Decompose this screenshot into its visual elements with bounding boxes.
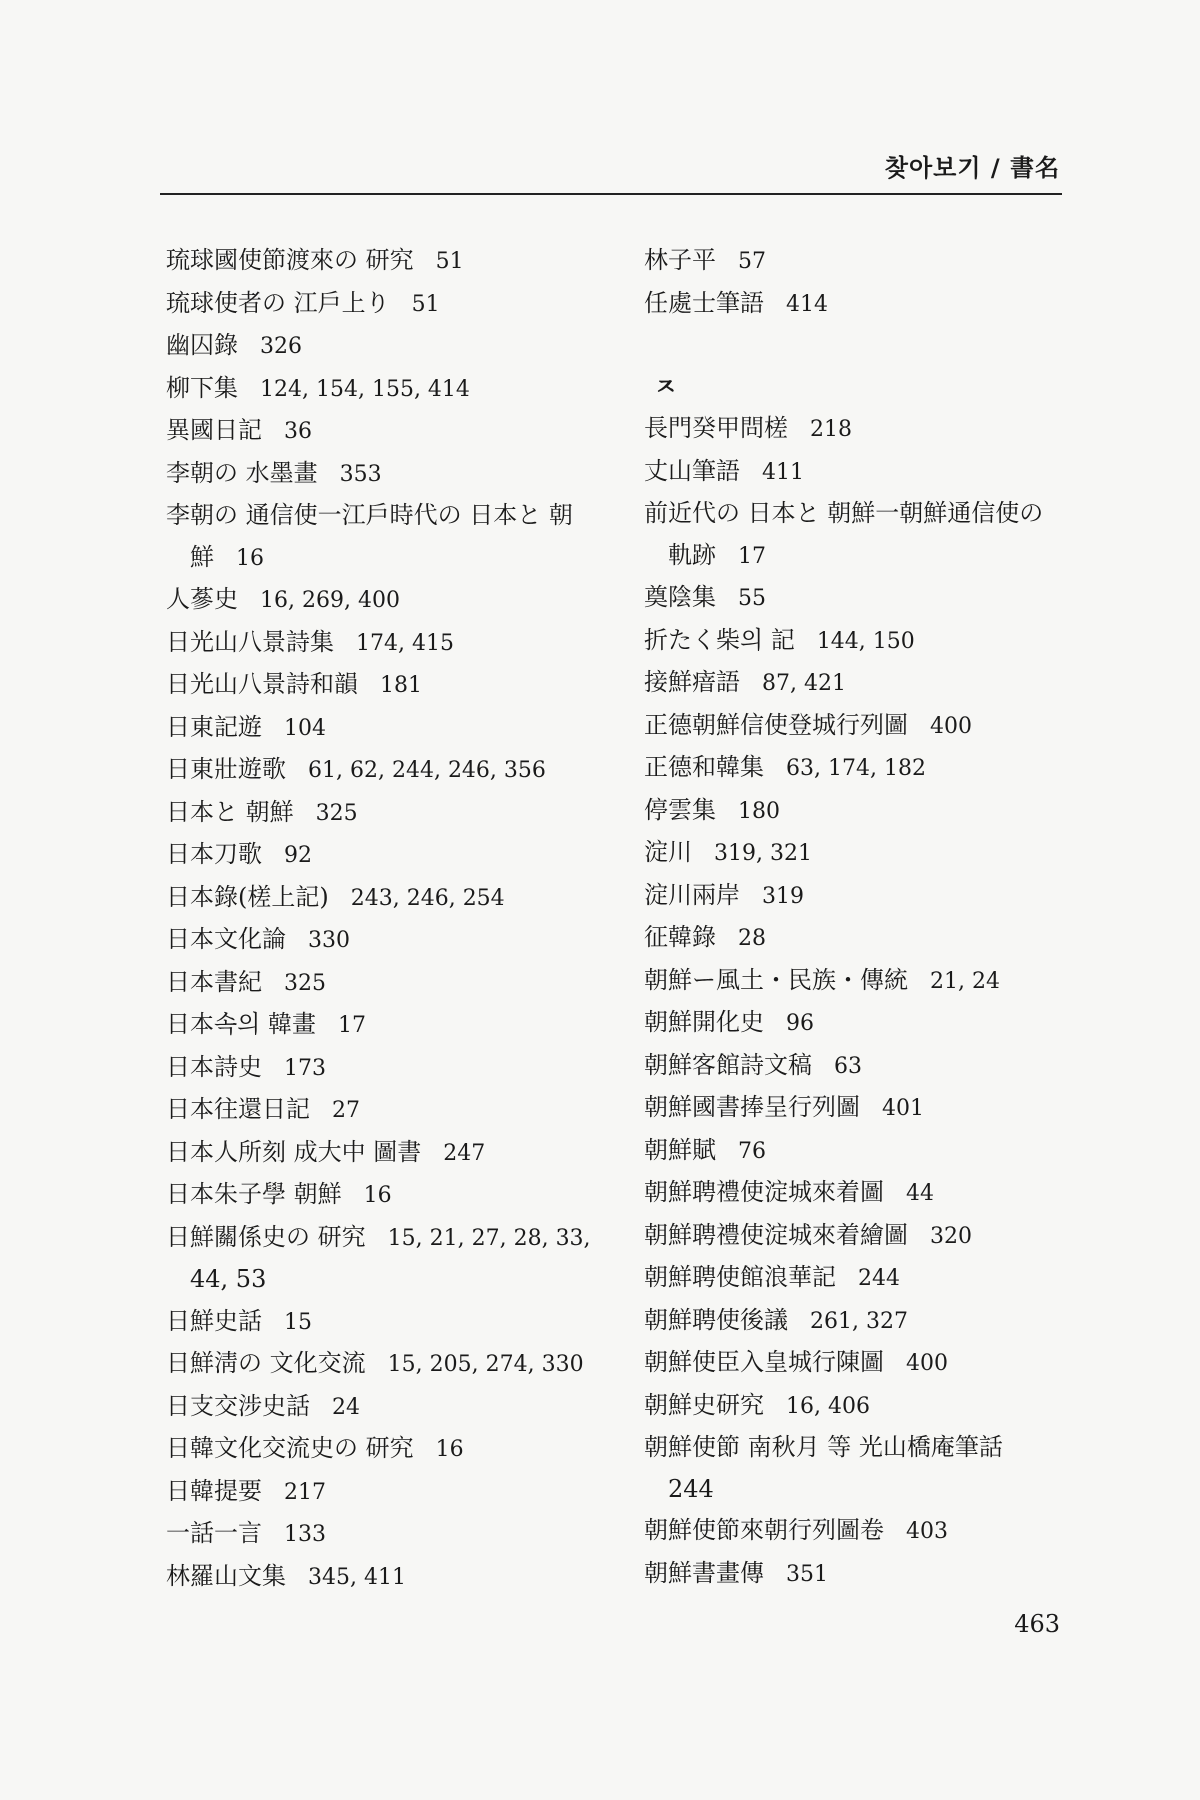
index-entry [644,408,1094,451]
entry-title: 日鮮淸の 文化交流 [166,1349,366,1377]
entry-pages: 400 [930,713,972,739]
entry-title: 林子平 [644,246,716,274]
entry-title: 軌跡 [668,540,716,569]
entry-pages: 243, 246, 254 [350,885,505,911]
entry-pages: 217 [284,1479,326,1505]
index-entry [166,495,626,537]
entry-pages: 124, 154, 155, 414 [260,376,470,402]
index-entry-continuation [166,1259,626,1301]
index-entry [166,1217,626,1260]
header-rule [160,193,1062,195]
entry-title: 正德和韓集 [644,753,764,781]
index-entry [166,1556,626,1599]
entry-title: 接鮮瘖語 [644,668,740,696]
entry-pages: 326 [260,334,302,359]
entry-pages: 320 [930,1223,972,1249]
index-entry [644,1300,1094,1343]
entry-pages: 411 [762,459,804,485]
entry-title: 異國日記 [166,416,262,444]
entry-pages: 247 [443,1140,486,1166]
index-entry [166,792,626,835]
index-entry [166,1004,626,1047]
entry-title: 一話一言 [166,1519,262,1547]
index-entry [644,283,1094,326]
index-column-right [644,240,1094,1595]
entry-pages: 173 [284,1055,326,1081]
entry-title: 日東壯遊歌 [166,755,286,783]
entry-pages: 21, 24 [930,968,1000,994]
entry-title: 朝鮮使節來朝行列圖卷 [644,1516,884,1544]
index-column-left [166,240,626,1598]
entry-title: 淀川兩岸 [644,880,740,909]
entry-pages: 261, 327 [810,1308,908,1334]
index-entry [166,1174,626,1217]
index-entry [644,705,1094,748]
section-letter: ㅈ [654,372,678,401]
entry-pages: 400 [906,1351,948,1376]
entry-title: 琉球國使節渡來の 研究 [166,246,414,274]
entry-pages: 92 [284,843,312,868]
entry-title: 征韓錄 [644,923,716,951]
index-entry [644,1130,1094,1173]
entry-pages: 345, 411 [308,1564,406,1590]
entry-title: 人蔘史 [166,585,238,613]
entry-pages: 61, 62, 244, 246, 356 [308,758,546,783]
index-entry [644,1002,1094,1045]
index-entry [644,1427,1094,1469]
index-entry [166,962,626,1005]
entry-pages: 96 [786,1011,814,1036]
entry-title: 朝鮮聘禮使淀城來着圖 [644,1178,884,1206]
entry-title: 日光山八景詩集 [166,627,334,656]
entry-title: 朝鮮使臣入皇城行陳圖 [644,1348,884,1376]
entry-pages: 351 [786,1561,828,1587]
entry-pages: 17 [738,543,766,569]
entry-pages: 76 [738,1138,766,1164]
entry-title: 朝鮮國書捧呈行列圖 [644,1093,860,1121]
entry-pages: 17 [338,1013,366,1038]
entry-title: 朝鮮開化史 [644,1008,764,1036]
entry-title: 淀川 [644,838,692,866]
entry-pages: 15 [284,1309,312,1335]
index-entry [644,1087,1094,1130]
index-entry-continuation [644,1469,1094,1511]
index-entry [166,1132,626,1175]
entry-title: 折たく柴의 記 [644,625,795,654]
index-entry [644,493,1094,535]
entry-title: 日本錄(槎上記) [166,882,329,911]
entry-title: 日本속의 韓畫 [166,1010,316,1038]
entry-pages: 330 [308,928,350,953]
entry-pages: 16 [435,1437,464,1462]
entry-title: 李朝の 水墨畫 [166,458,318,487]
entry-pages: 133 [284,1522,326,1547]
entry-pages: 414 [786,291,828,317]
entry-pages: 104 [284,715,326,741]
index-entry [644,1172,1094,1215]
index-entry [644,875,1094,918]
entry-title: 任處士筆語 [644,288,764,317]
index-entry [166,240,626,283]
index-entry [166,664,626,707]
entry-pages: 44 [906,1181,934,1206]
entry-title: 日本人所刻 成大中 圖書 [166,1137,422,1166]
entry-pages: 16 [363,1183,392,1208]
index-entry-continuation [166,537,626,580]
entry-title: 日本文化論 [166,925,286,953]
index-entry [644,1257,1094,1300]
entry-title: 柳下集 [166,373,238,402]
index-entry [166,579,626,622]
index-entry [166,1047,626,1090]
index-entry [166,919,626,962]
entry-pages: 325 [284,970,326,996]
entry-title: 日本往還日記 [166,1095,310,1123]
entry-title: 日本書紀 [166,967,262,996]
index-entry [166,325,626,368]
entry-pages: 16, 406 [786,1393,870,1419]
entry-title: 朝鮮聘使後議 [644,1305,788,1334]
entry-pages: 63, 174, 182 [786,756,926,781]
index-entry [166,834,626,877]
entry-title: 日本と 朝鮮 [166,797,294,826]
index-entry [166,1343,626,1386]
entry-pages: 36 [284,419,312,444]
entry-title: 日韓文化交流史の 研究 [166,1434,414,1462]
entry-title: 朝鮮ー風土・民族・傳統 [644,965,908,994]
entry-pages: 144, 150 [816,628,915,654]
entry-pages: 57 [738,249,766,274]
entry-pages: 174, 415 [356,630,454,656]
entry-title: 前近代の 日本と 朝鮮一朝鮮通信使の [644,499,1044,527]
index-entry [166,622,626,665]
index-entry [644,1385,1094,1428]
index-entry [644,790,1094,833]
entry-pages: 180 [738,798,780,824]
entry-title: 朝鮮使節 南秋月 等 光山橋庵筆話 [644,1433,1003,1461]
index-entry [166,1471,626,1514]
entry-pages: 51 [435,249,464,274]
index-entry [644,620,1094,663]
entry-title: 朝鮮聘禮使淀城來着繪圖 [644,1220,908,1249]
entry-title: 日鮮史話 [166,1306,262,1335]
page-number: 463 [1014,1610,1060,1638]
entry-title: 日本刀歌 [166,840,262,868]
entry-pages: 87, 421 [762,671,846,696]
entry-title: 日支交涉史話 [166,1391,310,1420]
index-entry [166,707,626,750]
entry-title: 朝鮮客館詩文稿 [644,1050,812,1079]
entry-pages: 244 [858,1266,900,1291]
index-entry [166,877,626,920]
entry-title: 日東記遊 [166,712,262,741]
index-entry [166,283,626,326]
entry-pages: 63 [834,1053,862,1079]
entry-pages: 51 [411,291,440,317]
index-entry [166,1089,626,1132]
entry-title: 正德朝鮮信使登城行列圖 [644,710,908,739]
entry-title: 244 [668,1474,714,1503]
entry-title: 日本詩史 [166,1052,262,1081]
running-header: 찾아보기 / 書名 [884,154,1060,182]
entry-pages: 325 [315,800,358,826]
index-entry [644,1510,1094,1553]
index-entry [644,917,1094,960]
entry-title: 丈山筆語 [644,456,740,485]
entry-pages: 319 [762,883,804,909]
index-entry [166,368,626,411]
entry-title: 奠陰集 [644,583,716,611]
entry-title: 日光山八景詩和韻 [166,670,358,698]
entry-title: 日本朱子學 朝鮮 [166,1180,342,1208]
entry-pages: 55 [738,586,766,611]
index-entry [644,240,1094,283]
entry-title: 林羅山文集 [166,1561,286,1590]
entry-pages: 403 [906,1519,948,1544]
index-entry [644,832,1094,875]
index-entry [166,749,626,792]
entry-title: 幽囚錄 [166,331,238,359]
entry-title: 琉球使者の 江戶上り [166,288,390,317]
index-entry [166,410,626,453]
entry-pages: 401 [882,1096,924,1121]
index-entry [644,577,1094,620]
entry-title: 李朝の 通信使一江戶時代の 日本と 朝 [166,501,573,529]
entry-title: 朝鮮賦 [644,1135,716,1164]
index-entry-continuation [644,535,1094,578]
entry-title: 長門癸甲問槎 [644,414,788,442]
index-entry [644,1553,1094,1596]
index-entry [644,1215,1094,1258]
entry-title: 朝鮮聘使館浪華記 [644,1263,836,1291]
index-entry [644,1342,1094,1385]
entry-pages: 27 [332,1098,360,1123]
entry-pages: 15, 21, 27, 28, 33, [387,1225,591,1251]
index-entry [644,1045,1094,1088]
index-entry [166,1386,626,1429]
index-entry [166,1513,626,1556]
index-entry [166,1301,626,1344]
entry-title: 朝鮮史研究 [644,1390,764,1419]
section-gap [644,325,1094,367]
entry-pages: 15, 205, 274, 330 [387,1352,584,1377]
entry-pages: 28 [738,926,766,951]
entry-pages: 218 [810,417,852,442]
entry-title: 日韓提要 [166,1476,262,1505]
entry-title: 停雲集 [644,795,716,824]
entry-pages: 353 [339,461,382,487]
entry-title: 朝鮮書畫傳 [644,1558,764,1587]
entry-pages: 24 [332,1394,360,1420]
index-entry [644,747,1094,790]
index-entry [166,1428,626,1471]
entry-pages: 319, 321 [714,841,812,866]
entry-title: 鮮 [190,542,214,571]
index-entry [166,453,626,496]
entry-pages: 16 [236,545,264,571]
entry-pages: 16, 269, 400 [260,588,400,613]
index-entry [644,662,1094,705]
entry-pages: 181 [380,673,422,698]
entry-title: 44, 53 [190,1265,267,1293]
entry-title: 日鮮關係史の 研究 [166,1222,366,1251]
index-entry [644,451,1094,494]
index-entry [644,960,1094,1003]
